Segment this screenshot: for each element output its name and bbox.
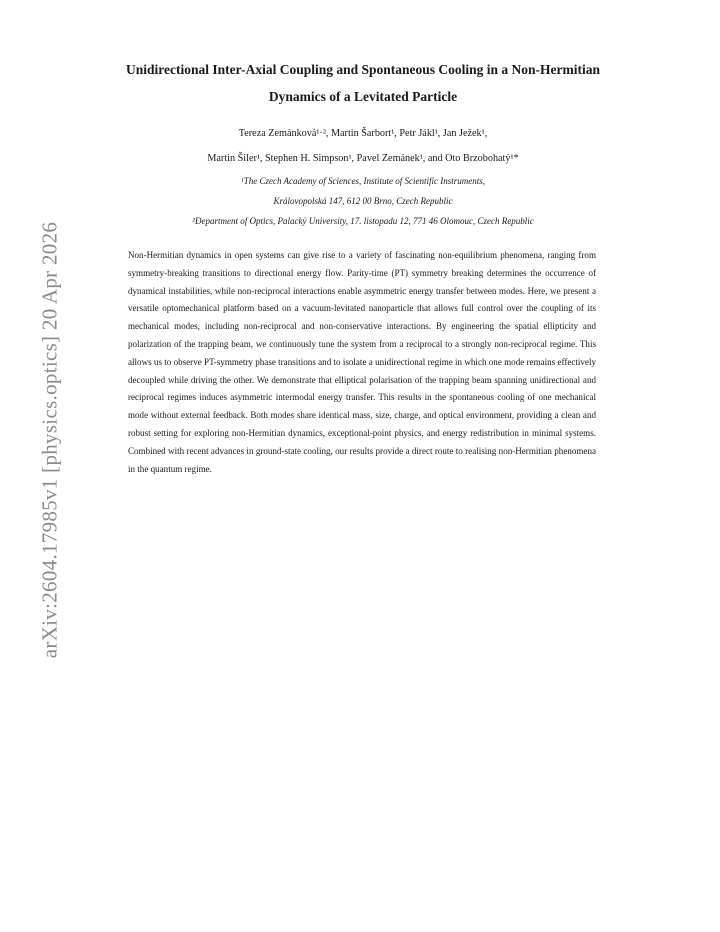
paper-title-line-1: Unidirectional Inter-Axial Coupling and Spontaneous Cooling in a Non-Hermitian (125, 62, 601, 77)
author-list-line-2: Martin Šiler¹, Stephen H. Simpson¹, Pavel Zemánek¹, and Oto Brzobohatý¹* (207, 153, 519, 164)
affiliation-line-3: ²Department of Optics, Palacký University, 17. listopadu 12, 771 46 Olomouc, Czech Republic (192, 216, 534, 226)
affiliation-line-2: Královopolská 147, 612 00 Brno, Czech Republic (273, 196, 453, 206)
paper-title-line-2: Dynamics of a Levitated Particle (268, 89, 458, 104)
author-list-line-1: Tereza Zemánková¹·², Martin Šarbort¹, Petr Jákl¹, Jan Ježek¹, (238, 128, 488, 139)
arxiv-identifier-stamp: arXiv:2604.17985v1 [physics.optics] 20 Apr 2026 (37, 221, 62, 659)
abstract-paragraph: Non-Hermitian dynamics in open systems can give rise to a variety of fascinating non-equilibrium phenomena, ranging from symmetry-breaking transitions to directional energy flow. Parity-time (PT) symmetry breaking determines the occurrence of dynamical instabilities, while non-reciprocal interactions enable asymmetric energy transfer between modes. Here, we present a versatile optomechanical platform based on a vacuum-levitated nanoparticle that allows full control over the coupling of its mechanical modes, including non-reciprocal and non-conservative interactions. By engineering the spatial ellipticity and polarization of the trapping beam, we continuously tune the system from a reciprocal to a strongly non-reciprocal regime. This allows us to observe PT-symmetry phase transitions and to isolate a unidirectional regime in which one mode remains effectively decoupled while driving the other. We demonstrate that elliptical polarisation of the trapping beam spanning unidirectional and reciprocal regimes induces asymmetric intermodal energy transfer. This results in the spontaneous cooling of one mechanical mode without external feedback. Both modes share identical mass, size, charge, and optical environment, providing a clean and robust setting for exploring non-Hermitian dynamics, exceptional-point physics, and energy redistribution in minimal systems. Combined with recent advances in ground-state cooling, our results provide a direct route to realising non-Hermitian phenomena in the quantum regime. (128, 250, 596, 474)
affiliation-line-1: ¹The Czech Academy of Sciences, Institute of Scientific Instruments, (241, 176, 485, 186)
